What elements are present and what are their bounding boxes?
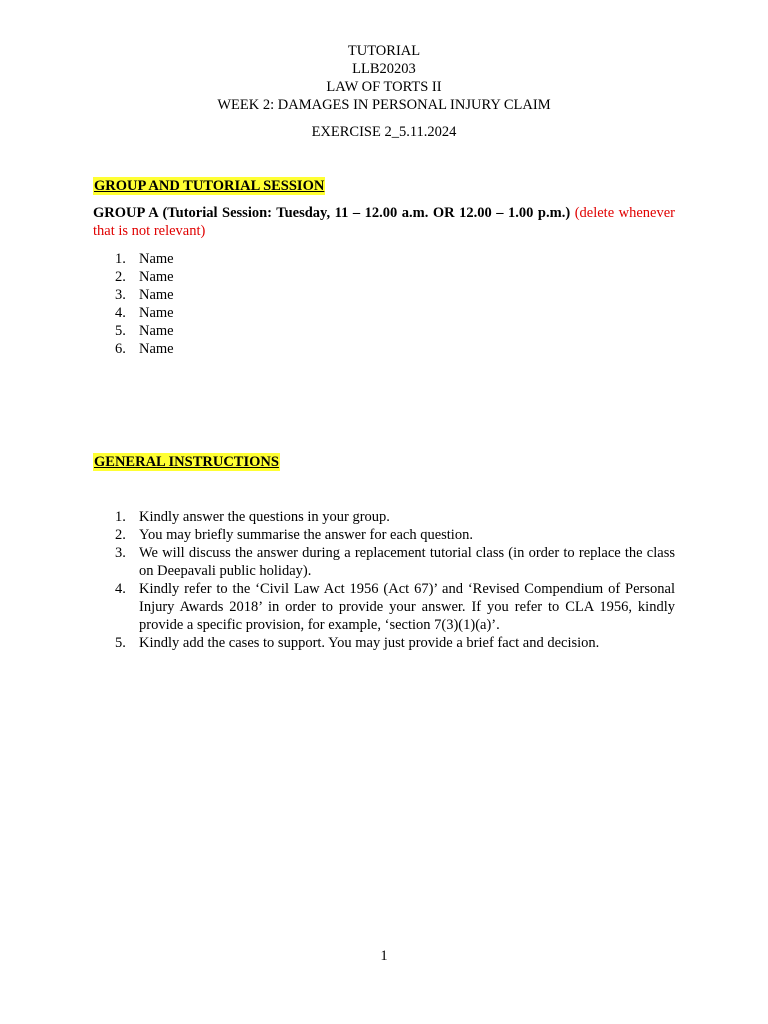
list-item xyxy=(93,580,675,634)
member-list xyxy=(93,250,675,358)
list-number: 4. xyxy=(115,581,126,597)
instruction-text: Kindly answer the questions in your group. xyxy=(139,509,390,525)
list-item xyxy=(93,544,675,580)
member-name: Name xyxy=(139,251,174,267)
instruction-text: Kindly refer to the ‘Civil Law Act 1956 (Act 67)’ and ‘Revised Compendium of Personal Injury Awards 2018’ in order to provide your answer. If you refer to CLA 1956, kindly provide a specific provision, for example, ‘section 7(3)(1)(a)’. xyxy=(139,581,675,633)
member-name: Name xyxy=(139,305,174,321)
member-name: Name xyxy=(139,341,174,357)
list-item xyxy=(93,340,675,358)
list-number: 2. xyxy=(115,527,126,543)
list-item xyxy=(93,304,675,322)
list-number: 1. xyxy=(115,509,126,525)
list-item xyxy=(93,250,675,268)
instructions-list xyxy=(93,508,675,652)
list-item xyxy=(93,322,675,340)
group-session-text: GROUP A (Tutorial Session: Tuesday, 11 – 12.00 a.m. OR 12.00 – 1.00 p.m.) xyxy=(93,205,571,221)
header-line-course-code: LLB20203 xyxy=(352,61,416,77)
list-item xyxy=(93,526,675,544)
header-line-course-title: LAW OF TORTS II xyxy=(326,79,442,95)
list-number: 1. xyxy=(115,251,126,267)
instruction-text: You may briefly summarise the answer for each question. xyxy=(139,527,473,543)
page-number: 1 xyxy=(380,948,388,964)
instruction-text: We will discuss the answer during a replacement tutorial class (in order to replace the class on Deepavali public holiday). xyxy=(139,545,675,579)
header-line-tutorial: TUTORIAL xyxy=(347,43,421,59)
member-name: Name xyxy=(139,269,174,285)
group-session-note: (delete whenever that is not relevant) xyxy=(93,205,676,239)
list-number: 6. xyxy=(115,341,126,357)
header-line-week: WEEK 2: DAMAGES IN PERSONAL INJURY CLAIM xyxy=(217,97,551,113)
list-number: 4. xyxy=(115,305,126,321)
list-number: 5. xyxy=(115,635,126,651)
list-item xyxy=(93,634,675,652)
list-item xyxy=(93,268,675,286)
list-item xyxy=(93,286,675,304)
instructions-section-heading: GENERAL INSTRUCTIONS xyxy=(94,454,279,470)
list-number: 5. xyxy=(115,323,126,339)
list-number: 3. xyxy=(115,545,126,561)
member-name: Name xyxy=(139,323,174,339)
header-exercise: EXERCISE 2_5.11.2024 xyxy=(311,124,457,140)
instruction-text: Kindly add the cases to support. You may just provide a brief fact and decision. xyxy=(139,635,600,651)
list-item xyxy=(93,508,675,526)
document-header xyxy=(0,42,768,141)
group-section-heading: GROUP AND TUTORIAL SESSION xyxy=(94,178,325,194)
member-name: Name xyxy=(139,287,174,303)
list-number: 2. xyxy=(115,269,126,285)
group-session-line xyxy=(93,204,675,240)
list-number: 3. xyxy=(115,287,126,303)
